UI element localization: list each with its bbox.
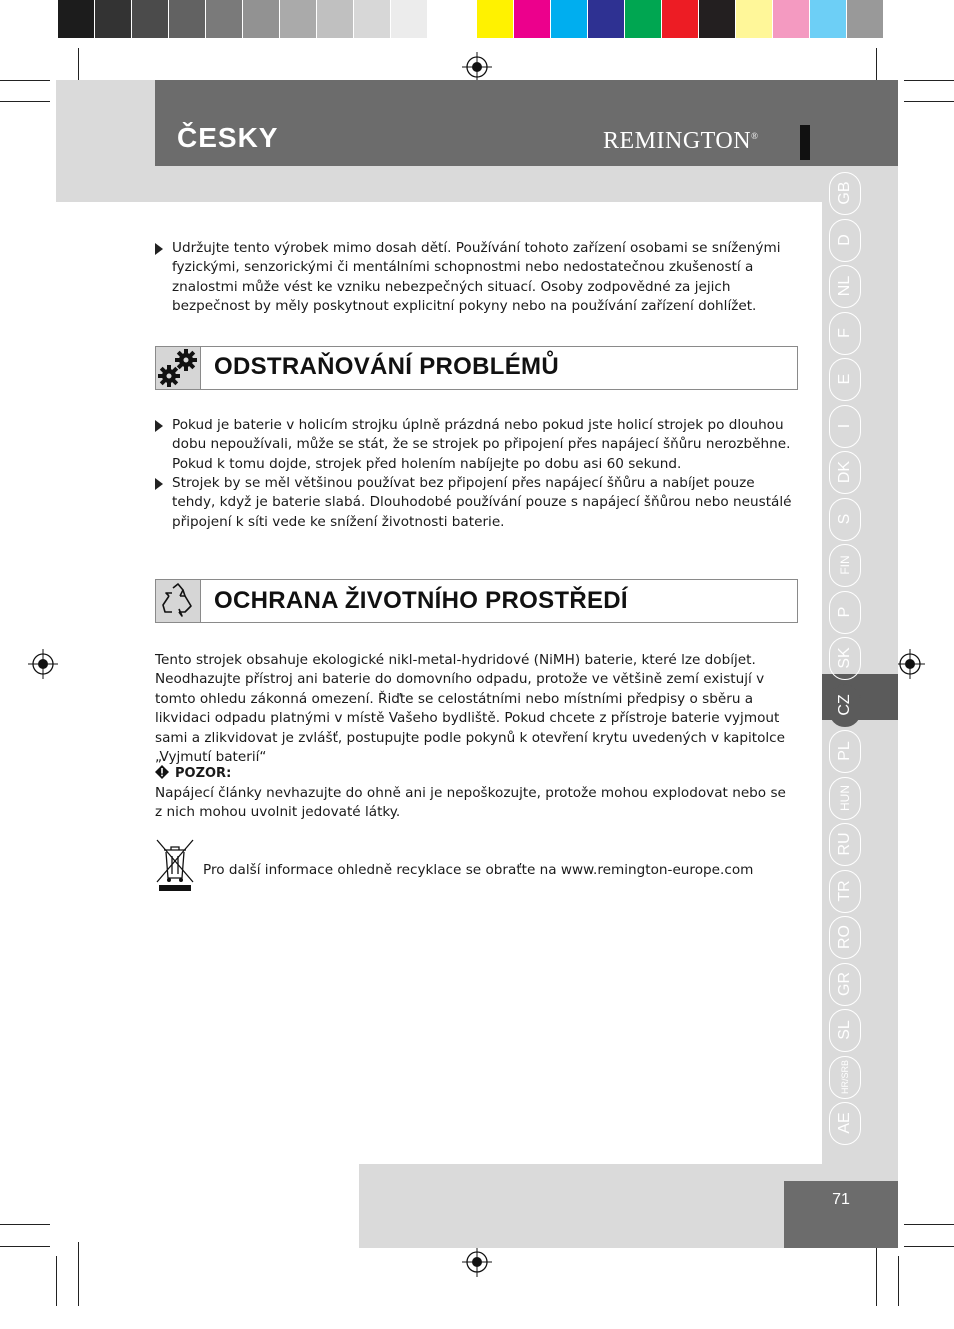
brand-bar [800, 125, 810, 160]
language-tab-label: TR [836, 880, 853, 902]
crossed-out-bin-icon [155, 838, 195, 894]
color-swatch [477, 0, 514, 38]
language-tabs [828, 170, 864, 1147]
language-tab-label: GB [836, 181, 853, 205]
language-tab-label: P [836, 606, 853, 618]
crop-mark [904, 1246, 954, 1247]
warning-icon [155, 765, 169, 779]
language-tab-label: SL [836, 1020, 853, 1041]
language-tab-gr[interactable] [828, 961, 862, 1008]
language-tab-label: GR [836, 971, 853, 996]
language-tab-fin[interactable] [828, 542, 862, 589]
language-tab-p[interactable] [828, 589, 862, 636]
language-tab-f[interactable] [828, 310, 862, 357]
body-paragraph: Tento strojek obsahuje ekologické nikl-metal-hydridové (NiMH) baterie, které lze dobíjet. Neodhazujte přístroj ani baterie do domovního odpadu, protože ve většině zemí existují v tomto ohledu zákonná omezení. Řiďte se celostátními nebo místními předpisy o sběru a likvidaci odpadu platnými v místě Vašeho bydliště. Pokud chcete z přístroje baterie vyjmout sami a zlikvidovat je zvlášť, postupujte podle pokynů k otevření krytu uvedených v kapitolce „Vyjmutí baterií“ [155, 652, 786, 766]
language-tab-dk[interactable] [828, 449, 862, 496]
registration-mark-icon [28, 649, 58, 679]
language-tab-label: PL [836, 741, 853, 762]
language-tab-sk[interactable] [828, 635, 862, 682]
language-tab-label: RU [836, 832, 853, 856]
crop-mark [0, 101, 50, 102]
color-swatch [391, 0, 428, 38]
language-tab-tr[interactable] [828, 868, 862, 915]
color-swatch [662, 0, 699, 38]
language-tab-pl[interactable] [828, 728, 862, 775]
bullet-triangle-icon [155, 420, 163, 432]
language-tab-label: D [836, 233, 853, 246]
language-tab-ru[interactable] [828, 821, 862, 868]
recycle-icon [156, 580, 201, 622]
color-swatch [810, 0, 847, 38]
color-swatch [280, 0, 317, 38]
registration-mark-icon [462, 52, 492, 82]
crop-mark [904, 1224, 954, 1225]
crop-mark [56, 1256, 57, 1306]
language-tab-label: NL [836, 276, 853, 297]
language-tab-e[interactable] [828, 356, 862, 403]
color-swatch [58, 0, 95, 38]
page-header [155, 80, 898, 166]
list-item-text: Pokud je baterie v holicím strojku úplně prázdná nebo pokud jste holicí strojek po dlouhou dobu nepoužívali, může se stát, že se strojek po připojení přes napájecí šňůru nerozběhne. Pokud k tomu dojde, strojek před holením nabíjejte po dobu asi 60 sekund. [172, 417, 791, 472]
bullet-triangle-icon [155, 478, 163, 490]
crop-mark [0, 80, 50, 81]
language-tab-s[interactable] [828, 496, 862, 543]
page-title: ČESKY [177, 122, 279, 153]
language-tab-label: HUN [838, 784, 852, 811]
color-swatch [317, 0, 354, 38]
color-swatch [95, 0, 132, 38]
section-header-troubleshooting [155, 346, 798, 390]
crop-mark [898, 1256, 899, 1306]
crop-mark [78, 1242, 79, 1306]
color-swatch [169, 0, 206, 38]
warning-heading [155, 764, 231, 783]
brand-name: REMINGTON [603, 128, 752, 154]
color-swatch [514, 0, 551, 38]
crop-mark [0, 1224, 50, 1225]
language-tab-cz[interactable] [828, 682, 862, 729]
color-swatch [736, 0, 773, 38]
color-calibration-bar [58, 0, 884, 38]
section-title: OCHRANA ŽIVOTNÍHO PROSTŘEDÍ [214, 587, 628, 614]
list-item-text: Udržujte tento výrobek mimo dosah dětí. Používání tohoto zařízení osobami se sníženými fyzickými, senzorickými či mentálními schopnostmi nebo nedostatečnou zkušeností a znalostmi může vést ke vzniku nebezpečných situací. Osoby zodpovědné za jejich bezpečnost by měly poskytnout explicitní pokyny nebo na používání zařízení dohlížet. [172, 240, 781, 315]
color-swatch [699, 0, 736, 38]
language-tab-hr-srb[interactable] [828, 1054, 862, 1101]
warning-text: Napájecí články nevhazujte do ohně ani je nepoškozujte, protože mohou explodovat nebo se z nich mohou uvolnit jedovaté látky. [155, 785, 786, 821]
language-tab-gb[interactable] [828, 170, 862, 217]
gears-icon [156, 347, 201, 389]
language-tab-label: E [836, 373, 853, 385]
section-title: ODSTRAŇOVÁNÍ PROBLÉMŮ [214, 353, 559, 380]
language-tab-sl[interactable] [828, 1007, 862, 1054]
language-tab-label: HR/SRB [840, 1059, 850, 1094]
page-number: 71 [832, 1191, 850, 1208]
language-tab-label: SK [836, 647, 853, 669]
color-swatch [773, 0, 810, 38]
crop-mark [904, 80, 954, 81]
list-item-text: Strojek by se měl většinou používat bez připojení přes napájecí šňůru a nabíjet pouze tehdy, když je baterie slabá. Dlouhodobé používání pouze s napájecí šňůrou nebo neustálé připojení k síti vede ke snížení životnosti baterie. [172, 475, 792, 530]
language-tab-label: CZ [836, 694, 853, 716]
crop-mark [0, 1246, 50, 1247]
page-number-box [784, 1181, 898, 1248]
crop-mark [876, 1242, 877, 1306]
language-tab-label: DK [836, 461, 853, 484]
color-swatch [588, 0, 625, 38]
color-swatch [243, 0, 280, 38]
language-tab-label: FIN [838, 555, 852, 575]
registration-mark-icon [895, 649, 925, 679]
language-tab-d[interactable] [828, 217, 862, 264]
warning-label: POZOR: [175, 766, 232, 781]
color-swatch [625, 0, 662, 38]
registration-mark-icon [462, 1247, 492, 1277]
brand-mark: ® [751, 131, 759, 141]
color-swatch [132, 0, 169, 38]
crop-mark [904, 101, 954, 102]
color-swatch [847, 0, 884, 38]
language-tab-label: S [836, 513, 853, 525]
language-tab-i[interactable] [828, 403, 862, 450]
language-tab-label: F [836, 327, 853, 338]
bullet-triangle-icon [155, 243, 163, 255]
recycling-info-text: Pro další informace ohledně recyklace se obraťte na www.remington-europe.com [203, 862, 754, 878]
language-tab-label: I [836, 423, 853, 428]
language-tab-ae[interactable] [828, 1100, 862, 1147]
color-swatch [206, 0, 243, 38]
language-tab-hun[interactable] [828, 775, 862, 822]
color-swatch [551, 0, 588, 38]
color-swatch [354, 0, 391, 38]
language-tab-ro[interactable] [828, 914, 862, 961]
color-swatch [428, 0, 465, 38]
language-tab-label: AE [836, 1112, 853, 1134]
brand-logo [603, 128, 758, 155]
language-tab-label: RO [836, 925, 853, 950]
language-tab-nl[interactable] [828, 263, 862, 310]
section-header-environment [155, 579, 798, 623]
